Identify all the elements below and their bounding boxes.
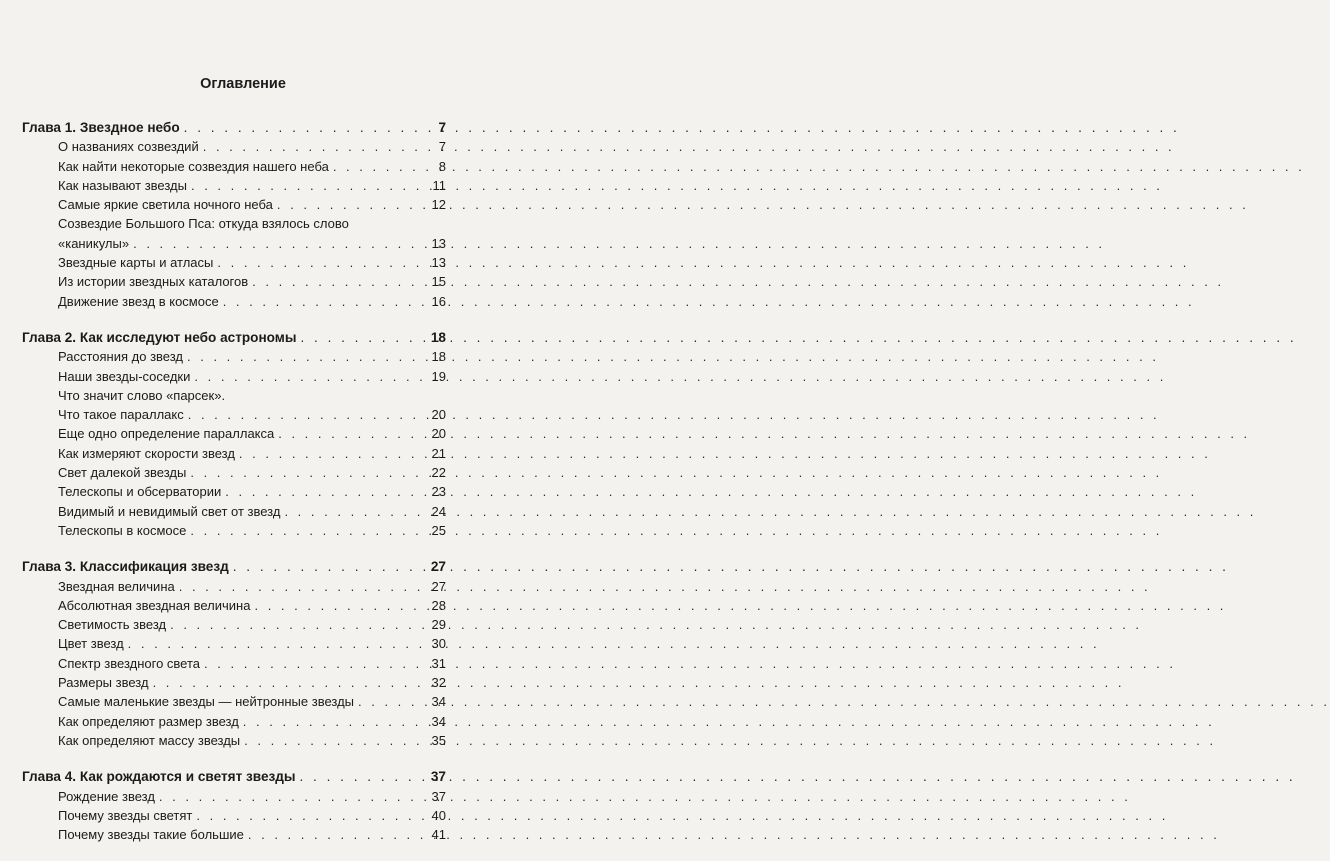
dot-leader: [217, 253, 427, 272]
dot-leader: [223, 292, 428, 311]
toc-entry[interactable]: [22, 176, 446, 195]
toc-entry[interactable]: [22, 367, 446, 386]
toc-entry[interactable]: [22, 292, 446, 311]
toc-entry[interactable]: [22, 137, 446, 156]
entry-title: Еще одно определение параллакса: [58, 426, 275, 442]
entry-title: Как измеряют скорости звезд: [58, 445, 235, 461]
entry-title: Цвет звезд: [58, 636, 124, 652]
chapter-block: [22, 767, 446, 844]
page-number: 28: [431, 597, 446, 613]
chapter-heading[interactable]: [22, 328, 446, 347]
entry-title: Звездные карты и атласы: [58, 255, 214, 271]
dot-leader: [358, 692, 428, 711]
page-number: 16: [431, 293, 446, 309]
page-number: 31: [431, 655, 446, 671]
dot-leader: [133, 234, 427, 253]
page-number: 18: [431, 349, 446, 365]
chapter-heading[interactable]: [22, 767, 446, 786]
dot-leader: [191, 176, 428, 195]
toc-entry[interactable]: [22, 405, 446, 424]
page-number: 35: [431, 732, 446, 748]
toc-entry[interactable]: [22, 157, 446, 176]
page-number: 11: [432, 177, 446, 193]
dot-leader: [194, 367, 427, 386]
dot-leader: [244, 731, 427, 750]
chapter-title: Глава 3. Классификация звезд: [22, 559, 229, 575]
dot-leader: [243, 712, 428, 731]
dot-leader: [190, 463, 427, 482]
toc-title: Оглавление: [200, 76, 286, 92]
toc-entry[interactable]: [22, 577, 446, 596]
dot-leader: [204, 654, 428, 673]
toc-entry[interactable]: [22, 825, 446, 844]
page-number: 18: [430, 329, 446, 345]
toc-entry[interactable]: [22, 521, 446, 540]
page-number: 12: [431, 197, 446, 213]
toc-entry[interactable]: [22, 712, 446, 731]
toc-entry[interactable]: [22, 386, 446, 405]
entry-title: О названиях созвездий: [58, 139, 199, 155]
toc-entry[interactable]: [22, 214, 446, 233]
page-number: 7: [438, 120, 446, 135]
page-number: 40: [431, 807, 446, 823]
toc-entry[interactable]: [22, 463, 446, 482]
toc-entry[interactable]: [22, 444, 446, 463]
toc-entry[interactable]: [22, 253, 446, 272]
page-number: 13: [431, 255, 446, 271]
entry-title: Как называют звезды: [58, 177, 187, 193]
toc-entry[interactable]: [22, 634, 446, 653]
toc-entry[interactable]: [22, 615, 446, 634]
dot-leader: [300, 767, 427, 786]
dot-leader: [248, 825, 428, 844]
page-number: 27: [431, 578, 446, 594]
dot-leader: [284, 502, 427, 521]
page-number: 32: [431, 675, 446, 691]
page-number: 34: [431, 713, 446, 729]
page-number: 15: [431, 274, 446, 290]
toc-entry[interactable]: [22, 424, 446, 443]
entry-title: Как определяют размер звезд: [58, 713, 239, 729]
chapter-block: [22, 118, 446, 311]
entry-title: Почему звезды светят: [58, 807, 193, 823]
dot-leader: [254, 596, 427, 615]
toc-entry[interactable]: [22, 654, 446, 673]
entry-title: Наши звезды-соседки: [58, 368, 191, 384]
page-number: 41: [431, 827, 446, 843]
entry-title: Рождение звезд: [58, 788, 155, 804]
entry-title: Расстояния до звезд: [58, 349, 183, 365]
toc-entry[interactable]: [22, 234, 446, 253]
toc-entry[interactable]: [22, 347, 446, 366]
dot-leader: [300, 328, 426, 347]
page-number: 29: [431, 617, 446, 633]
toc-entry[interactable]: [22, 482, 446, 501]
page-number: 34: [431, 694, 446, 710]
entry-title: Из истории звездных каталогов: [58, 274, 249, 290]
dot-leader: [190, 521, 427, 540]
chapter-title: Глава 1. Звездное небо: [22, 120, 180, 135]
entry-title: «каникулы»: [58, 235, 130, 251]
dot-leader: [179, 577, 428, 596]
dot-leader: [225, 482, 427, 501]
chapter-title: Глава 2. Как исследуют небо астрономы: [22, 329, 297, 345]
dot-leader: [170, 615, 427, 634]
page-number: 37: [431, 788, 446, 804]
dot-leader: [233, 557, 427, 576]
entry-title: Самые яркие светила ночного неба: [58, 197, 273, 213]
dot-leader: [153, 673, 428, 692]
dot-leader: [188, 405, 428, 424]
chapter-block: [22, 328, 446, 540]
entry-title: Как определяют массу звезды: [58, 732, 241, 748]
entry-title: Что значит слово «парсек».: [58, 387, 226, 403]
entry-title: Видимый и невидимый свет от звезд: [58, 503, 281, 519]
entry-title: Свет далекой звезды: [58, 465, 187, 481]
entry-title: Телескопы и обсерватории: [58, 484, 222, 500]
chapter-heading[interactable]: [22, 118, 446, 137]
dot-leader: [196, 806, 427, 825]
toc-entry[interactable]: [22, 195, 446, 214]
page-number: 27: [430, 559, 446, 575]
toc-entry[interactable]: [22, 806, 446, 825]
dot-leader: [239, 444, 428, 463]
page-number: 20: [431, 407, 446, 423]
toc-entry[interactable]: [22, 502, 446, 521]
page-number: 22: [431, 465, 446, 481]
page-number: 23: [431, 484, 446, 500]
dot-leader: [187, 347, 428, 366]
toc-entry[interactable]: [22, 673, 446, 692]
page-number: 8: [438, 158, 446, 174]
dot-leader: [278, 424, 427, 443]
page-number: 13: [431, 235, 446, 251]
chapter-title: Глава 4. Как рождаются и светят звезды: [22, 769, 296, 785]
page-number: 24: [431, 503, 446, 519]
dot-leader: [159, 787, 428, 806]
toc-entry[interactable]: [22, 272, 446, 291]
dot-leader: [128, 634, 428, 653]
dot-leader: [252, 272, 427, 291]
chapter-block: [22, 557, 446, 750]
entry-title: Созвездие Большого Пса: откуда взялось слово: [58, 216, 349, 232]
book-page: [0, 0, 486, 843]
dot-leader: [184, 118, 428, 137]
page-number: 7: [438, 139, 446, 155]
entry-title: Звездная величина: [58, 578, 175, 594]
entry-title: Абсолютная звездная величина: [58, 597, 251, 613]
entry-title: Почему звезды такие большие: [58, 827, 244, 843]
entry-title: Телескопы в космосе: [58, 522, 187, 538]
page-number: 20: [431, 426, 446, 442]
entry-title: Самые маленькие звезды — нейтронные звезды: [58, 694, 355, 710]
page-number: 21: [431, 445, 446, 461]
toc-entry[interactable]: [22, 596, 446, 615]
entry-title: Спектр звездного света: [58, 655, 201, 671]
page-number: 30: [431, 636, 446, 652]
chapter-heading[interactable]: [22, 557, 446, 576]
entry-title: Движение звезд в космосе: [58, 293, 219, 309]
entry-title: Светимость звезд: [58, 617, 167, 633]
entry-title: Как найти некоторые созвездия нашего неба: [58, 158, 329, 174]
dot-leader: [277, 195, 428, 214]
table-of-contents: [22, 118, 446, 861]
page-number: 37: [430, 769, 446, 785]
toc-entry[interactable]: [22, 692, 446, 711]
toc-entry[interactable]: [22, 787, 446, 806]
entry-title: Что такое параллакс: [58, 407, 184, 423]
toc-entry[interactable]: [22, 731, 446, 750]
entry-title: Размеры звезд: [58, 675, 149, 691]
page-number: 25: [431, 522, 446, 538]
dot-leader: [333, 157, 428, 176]
page-number: 19: [431, 368, 446, 384]
dot-leader: [203, 137, 428, 156]
